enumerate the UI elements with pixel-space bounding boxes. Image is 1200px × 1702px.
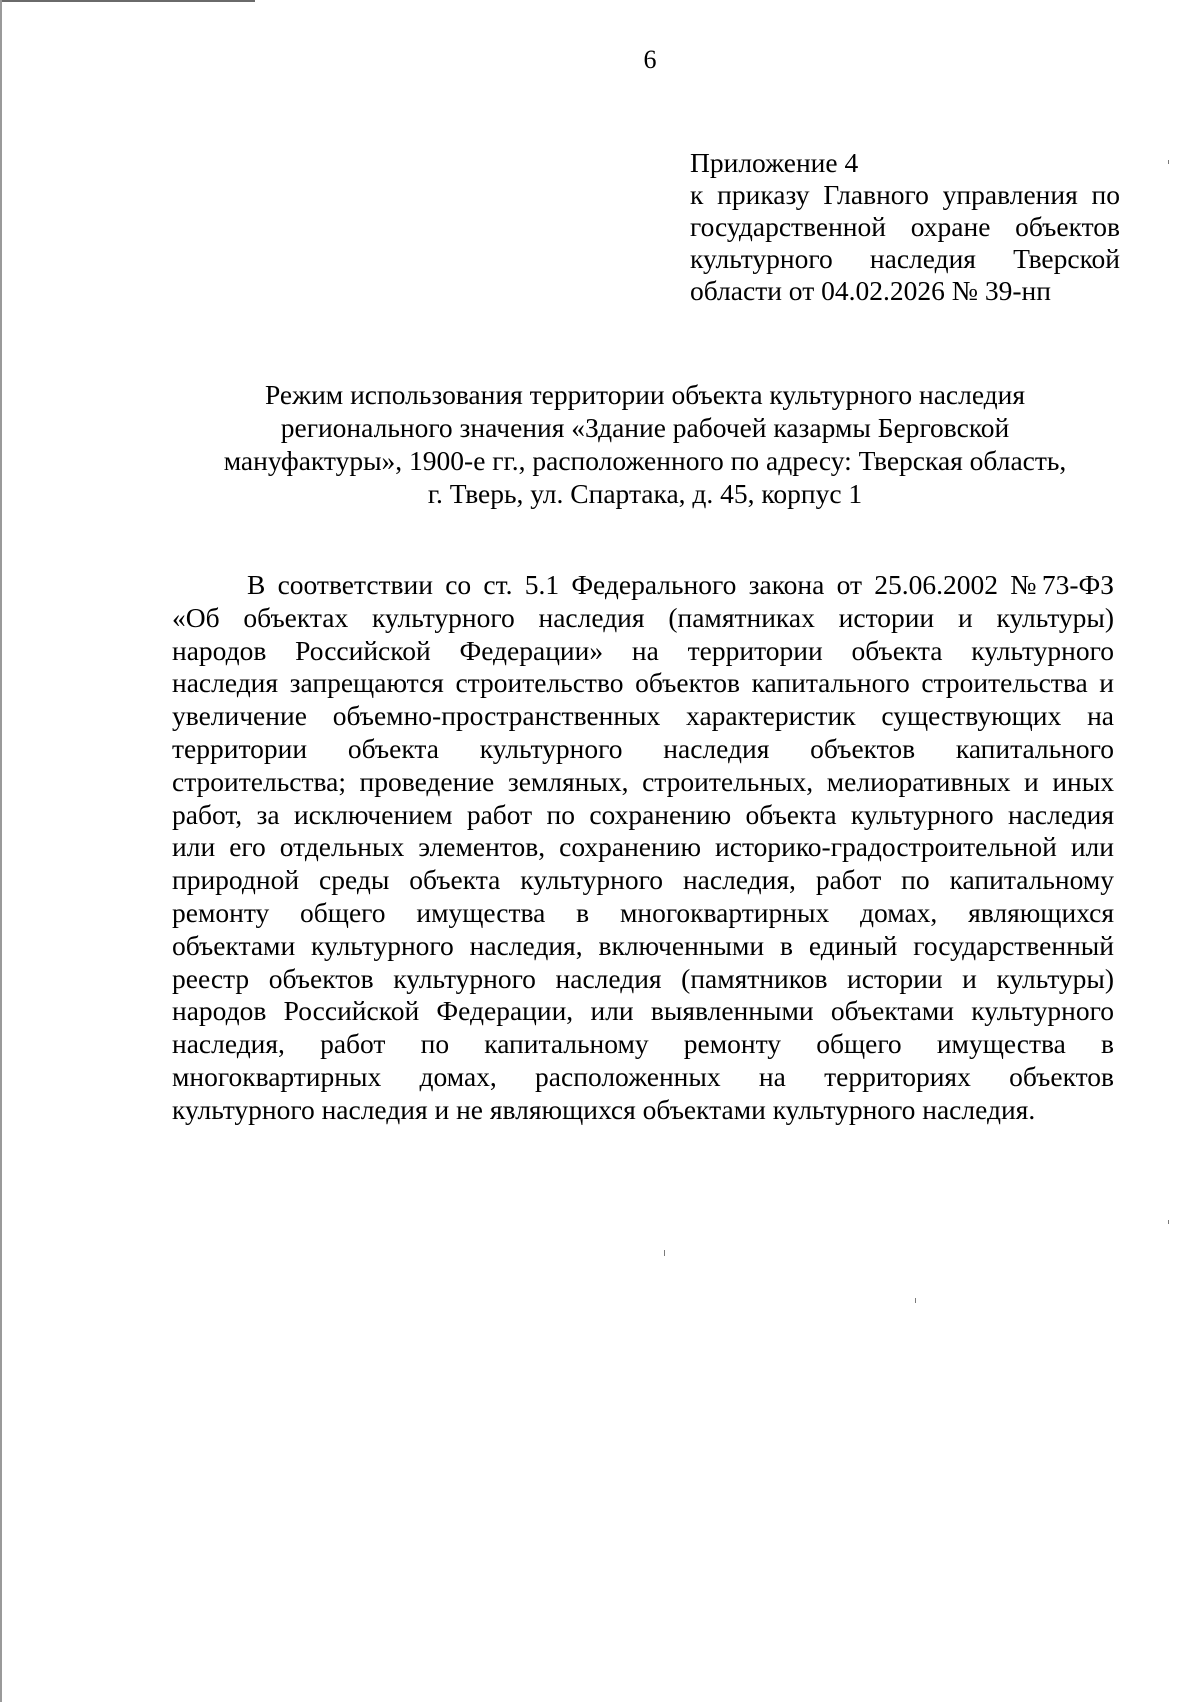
body-line: реестр объектов культурного наследия (памятников истории и культуры) xyxy=(172,962,1114,994)
title-line: мануфактуры», 1900-е гг., расположенного по адресу: Тверская область, xyxy=(223,445,1067,476)
body-line: «Об объектах культурного наследия (памятниках истории и культуры) xyxy=(172,601,1114,633)
body-line: культурного наследия и не являющихся объектами культурного наследия. xyxy=(172,1093,1036,1125)
body-paragraph xyxy=(172,569,1114,1127)
body-line: наследия, работ по капитальному ремонту общего имущества в xyxy=(172,1028,1114,1060)
document-title xyxy=(150,378,1140,510)
scan-speck xyxy=(1168,160,1169,164)
title-line: г. Тверь, ул. Спартака, д. 45, корпус 1 xyxy=(427,478,863,509)
body-line: или его отдельных элементов, сохранению историко-градостроительной или xyxy=(172,831,1114,863)
body-line: многоквартирных домах, расположенных на территориях объектов xyxy=(172,1060,1114,1092)
body-line: увеличение объемно-пространственных характеристик существующих на xyxy=(172,700,1114,732)
body-line: наследия запрещаются строительство объектов капитального строительства и xyxy=(172,667,1114,699)
scan-edge-top xyxy=(0,0,255,2)
scan-speck xyxy=(664,1250,665,1256)
body-line: строительства; проведение земляных, строительных, мелиоративных и иных xyxy=(172,765,1114,797)
appendix-line: области от 04.02.2026 № 39-нп xyxy=(690,275,1051,306)
appendix-line: к приказу Главного управления по xyxy=(690,179,1120,210)
body-line: народов Российской Федерации» на территории объекта культурного xyxy=(172,634,1114,666)
scan-speck xyxy=(1168,1220,1169,1224)
title-line: Режим использования территории объекта культурного наследия xyxy=(264,379,1026,410)
appendix-line: государственной охране объектов xyxy=(690,211,1120,242)
scan-edge-left xyxy=(0,0,2,1702)
scan-speck xyxy=(915,1298,916,1303)
body-line: природной среды объекта культурного наследия, работ по капитальному xyxy=(172,864,1114,896)
title-line: регионального значения «Здание рабочей казармы Берговской xyxy=(280,412,1010,443)
body-line: объектами культурного наследия, включенными в единый государственный xyxy=(172,929,1114,961)
appendix-line: Приложение 4 xyxy=(690,147,859,178)
body-line: народов Российской Федерации, или выявленными объектами культурного xyxy=(172,995,1114,1027)
page-number: 6 xyxy=(643,45,657,74)
body-line: ремонту общего имущества в многоквартирных домах, являющихся xyxy=(172,896,1114,928)
body-line: В соответствии со ст. 5.1 Федерального закона от 25.06.2002 №73-ФЗ xyxy=(247,569,1114,600)
body-line: территории объекта культурного наследия объектов капитального xyxy=(172,732,1114,764)
appendix-block xyxy=(690,147,1120,307)
appendix-line: культурного наследия Тверской xyxy=(690,243,1120,274)
body-line: работ, за исключением работ по сохранению объекта культурного наследия xyxy=(172,798,1114,830)
